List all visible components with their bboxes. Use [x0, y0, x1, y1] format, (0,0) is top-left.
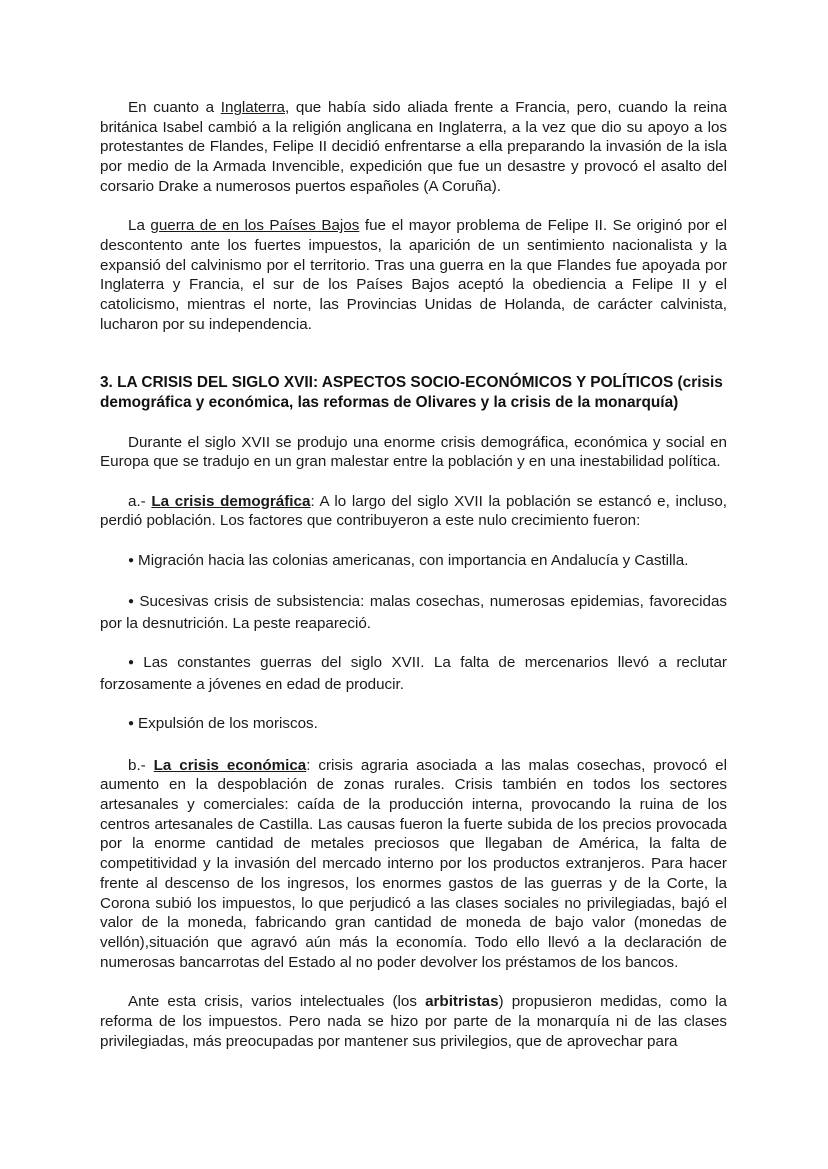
subsection-prefix: a.-: [128, 492, 152, 510]
bullet-item: ● Migración hacia las colonias americanas, con importancia en Andalucía y Castilla.: [100, 551, 727, 573]
text: fue el mayor problema de Felipe II. Se originó por el descontento ante los fuertes impuestos, la aparición de un sentimiento nacionalista y la expansió del calvinismo por el territorio. Tras una guerra en la que Flandes fue apoyada por Inglaterra y Francia, el sur de los Países Bajos aceptó la obediencia a Felipe II y el catolicismo, mientras el norte, las Provincias Unidas de Holanda, de carácter calvinista, lucharon por su independencia.: [100, 217, 728, 333]
subsection-b-title: La crisis económica: [153, 756, 307, 774]
section-heading: [100, 373, 727, 412]
text: En cuanto a: [128, 99, 221, 116]
bullet-item: ● Sucesivas crisis de subsistencia: malas cosechas, numerosas epidemias, favorecidas por la desnutrición. La peste reapareció.: [100, 592, 727, 633]
text: Ante esta crisis, varios intelectuales (los: [128, 993, 426, 1011]
text: , que había sido aliada frente a Francia, pero, cuando la reina británica Isabel cambió a la religión anglicana en Inglaterra, a la vez que dio su apoyo a los protestantes de Flandes, Felipe II decidió enfrentarse a ella preparando la invasión de la isla por medio de la Armada Invencible, expedición que fue un desastre y provocó el asalto del corsario Drake a numerosos puertos españoles (A Coruña).: [100, 99, 727, 195]
paragraph-paises-bajos: [100, 216, 727, 334]
link-paises-bajos[interactable]: guerra de en los Países Bajos: [150, 217, 360, 235]
document-page: [100, 98, 727, 1051]
subsection-a: [100, 492, 727, 531]
paragraph-arbitristas: [100, 992, 727, 1051]
text: : A lo largo del siglo XVII la población se estancó e, incluso, perdió población. Los factores que contribuyeron a este nulo crecimiento fueron:: [100, 492, 728, 530]
text: : crisis agraria asociada a las malas cosechas, provocó el aumento en la despoblación de zonas rurales. Crisis también en todos los sectores artesanales y comerciales: caída de la producción interna, provocando la ruina de los centros artesanales de Castilla. Las causas fueron la fuerte subida de los precios provocada por la enorme cantidad de metales preciosos que llegaban de América, la falta de competitividad y la invasión del mercado interno por los productos extranjeros. Para hacer frente al descenso de los ingresos, los enormes gastos de las guerras y de la Corte, la Corona subió los impuestos, lo que perjudicó a las clases sociales no privilegiadas, bajó el valor de la moneda, fabricando gran cantidad de moneda de bajo valor (monedas de vellón),situación que agravó aún más la economía. Todo ello llevó a la declaración de numerosas bancarrotas del Estado al no poder devolver los préstamos de los bancos.: [100, 756, 727, 971]
subsection-b: [100, 756, 727, 973]
bullet-item: ● Las constantes guerras del siglo XVII. La falta de mercenarios llevó a reclutar forzosamente a jóvenes en edad de producir.: [100, 653, 727, 694]
heading-title: 3. LA CRISIS DEL SIGLO XVII: ASPECTOS SOCIO-ECONÓMICOS Y POLÍTICOS: [100, 374, 674, 392]
paragraph-intro: Durante el siglo XVII se produjo una enorme crisis demográfica, económica y social en Europa que se tradujo en un gran malestar entre la población y en una inestabilidad política.: [100, 433, 727, 471]
subsection-a-title: La crisis demográfica: [151, 492, 311, 510]
heading-subtitle: (crisis demográfica y económica, las reformas de Olivares y la crisis de la monarquía): [100, 374, 723, 412]
subsection-prefix: b.-: [128, 756, 154, 774]
bullet-item: ● Expulsión de los moriscos.: [100, 714, 727, 736]
term-arbitristas: arbitristas: [425, 993, 499, 1011]
link-inglaterra[interactable]: Inglaterra: [220, 99, 285, 116]
paragraph-inglaterra: [100, 98, 727, 197]
text: La: [128, 217, 151, 235]
text: ) propusieron medidas, como la reforma de los impuestos. Pero nada se hizo por parte de la monarquía ni de las clases privilegiadas, más preocupadas por mantener sus privilegios, que de aprovechar para: [100, 993, 727, 1050]
